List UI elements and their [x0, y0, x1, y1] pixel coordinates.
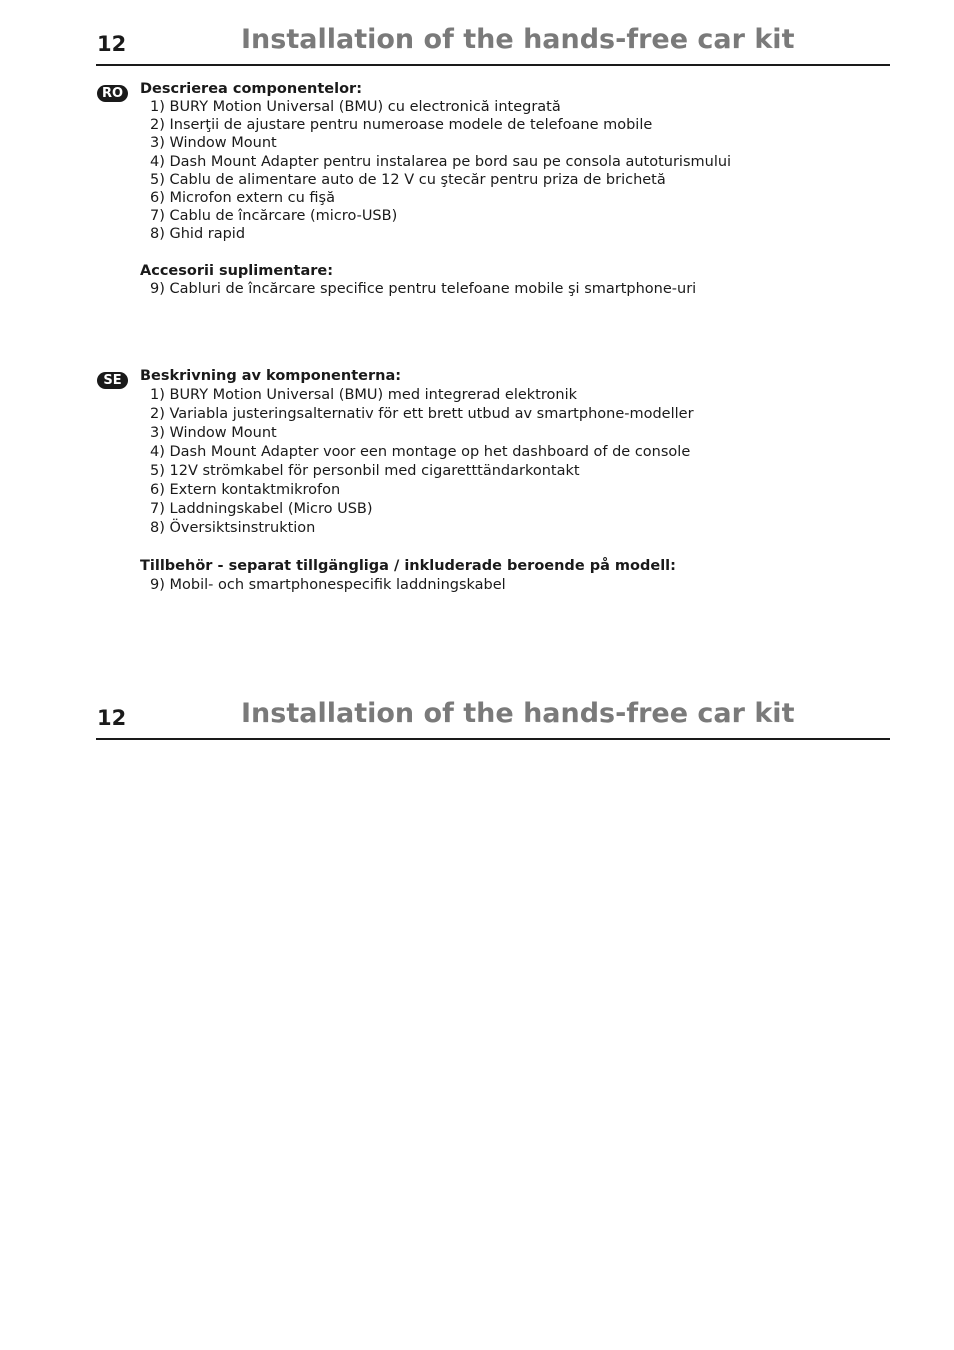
- accessories-list: [140, 576, 880, 595]
- language-badge-ro: RO: [97, 85, 128, 102]
- components-list: [140, 386, 880, 538]
- list-item: 4) Dash Mount Adapter voor een montage op het dashboard of de console: [150, 444, 691, 460]
- list-item: 6) Microfon extern cu fişă: [150, 190, 335, 207]
- list-item: 3) Window Mount: [150, 135, 277, 152]
- list-item: 8) Översiktsinstruktion: [150, 520, 316, 536]
- accessories-heading: Accesorii suplimentare:: [140, 262, 334, 279]
- list-item: 4) Dash Mount Adapter pentru instalarea pe bord sau pe consola autoturismului: [150, 153, 732, 170]
- page-number: 12: [97, 706, 127, 730]
- section-content: [140, 367, 880, 595]
- page-title: Installation of the hands-free car kit: [241, 698, 795, 729]
- list-item: 2) Inserţii de ajustare pentru numeroase modele de telefoane mobile: [150, 117, 653, 134]
- page-header: [96, 24, 890, 66]
- page-title: Installation of the hands-free car kit: [241, 24, 795, 55]
- list-item: 5) 12V strömkabel för personbil med cigaretttändarkontakt: [150, 463, 580, 479]
- language-badge-se: SE: [97, 372, 128, 389]
- list-item: 8) Ghid rapid: [150, 226, 246, 243]
- list-item: 2) Variabla justeringsalternativ för ett brett utbud av smartphone-modeller: [150, 406, 694, 422]
- list-item: 1) BURY Motion Universal (BMU) cu electronică integrată: [150, 99, 561, 115]
- list-item: 7) Cablu de încărcare (micro-USB): [150, 208, 398, 225]
- accessories-heading: Tillbehör - separat tillgängliga / inkluderade beroende på modell:: [140, 558, 676, 574]
- page-number: 12: [97, 32, 127, 56]
- list-item: 6) Extern kontaktmikrofon: [150, 482, 341, 498]
- list-item: 7) Laddningskabel (Micro USB): [150, 501, 373, 517]
- components-heading: Descrierea componentelor:: [140, 81, 363, 97]
- list-item: 3) Window Mount: [150, 425, 277, 441]
- list-item: 9) Cabluri de încărcare specifice pentru telefoane mobile şi smartphone-uri: [150, 280, 697, 297]
- page-header-repeat: [96, 698, 890, 740]
- list-item: 1) BURY Motion Universal (BMU) med integrerad elektronik: [150, 387, 577, 403]
- components-list: [140, 98, 880, 244]
- list-item: 5) Cablu de alimentare auto de 12 V cu ştecăr pentru priza de brichetă: [150, 171, 666, 188]
- list-item: 9) Mobil- och smartphonespecifik laddningskabel: [150, 577, 506, 593]
- components-heading: Beskrivning av komponenterna:: [140, 368, 402, 384]
- section-content: [140, 80, 880, 298]
- accessories-list: [140, 280, 880, 298]
